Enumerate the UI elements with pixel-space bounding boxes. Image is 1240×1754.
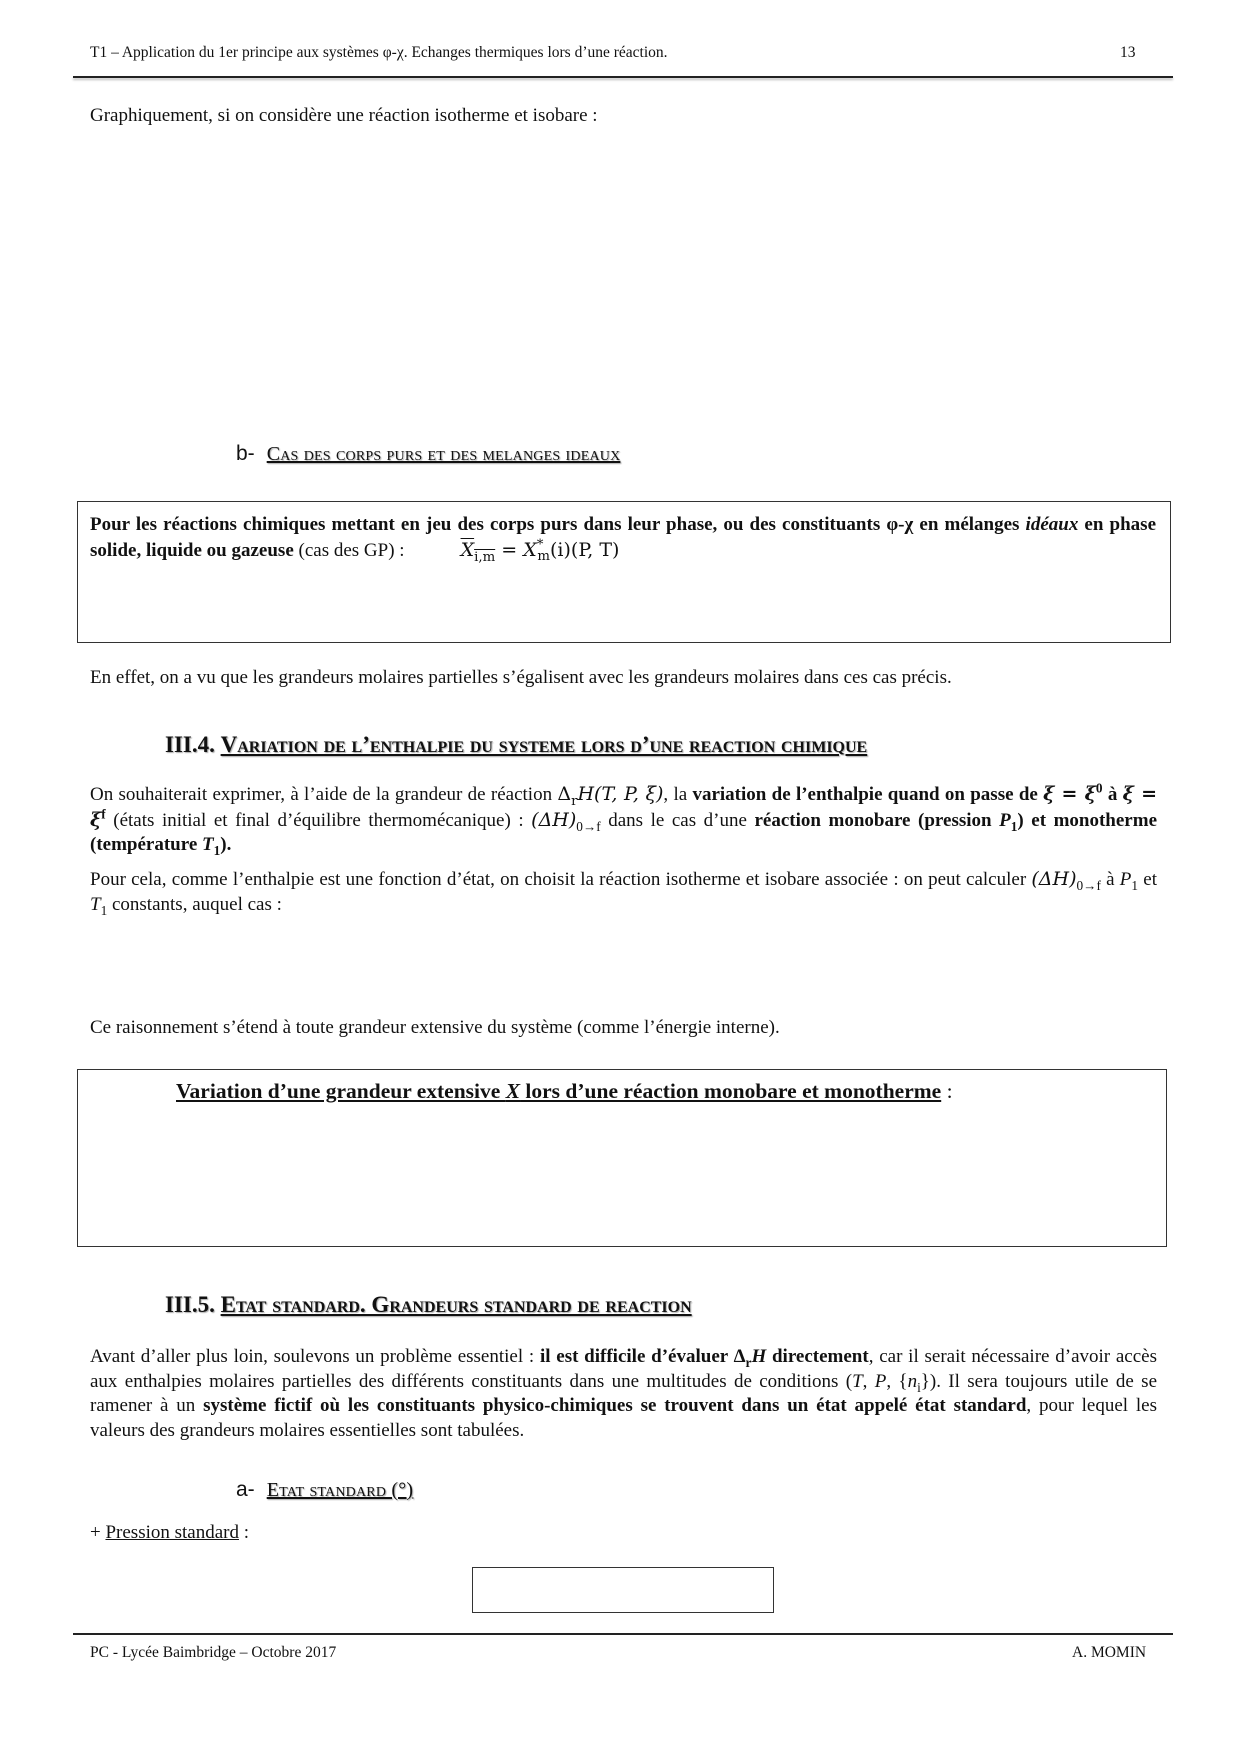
header-rule bbox=[73, 76, 1173, 78]
subsection-b-heading bbox=[236, 442, 620, 466]
formula-molar-equality: $X_{i,m} = X^*_m(i)(P$, T) bbox=[460, 537, 620, 565]
subsection-label: a- bbox=[236, 1478, 255, 1501]
page-header-title: T1 – Application du 1er principe aux systèmes φ-χ. Echanges thermiques lors d’une réaction. bbox=[90, 44, 668, 61]
subsection-a-heading bbox=[236, 1478, 413, 1502]
subsection-title: Etat standard (°) bbox=[266, 1479, 414, 1501]
definition-box-text bbox=[90, 513, 1156, 563]
section-III4-heading bbox=[165, 732, 867, 758]
section-III5-heading bbox=[165, 1292, 692, 1318]
section-III4-paragraph-3: Ce raisonnement s’étend à toute grandeur extensive du système (comme l’énergie interne). bbox=[90, 1017, 780, 1038]
pression-standard-line: + Pression standard : bbox=[90, 1522, 250, 1543]
subsection-label: b- bbox=[236, 442, 255, 465]
box1-normal: (cas des GP) : bbox=[293, 539, 405, 561]
section-number: III.5. bbox=[165, 1292, 215, 1317]
after-box1-paragraph: En effet, on a vu que les grandeurs molaires partielles s’égalisent avec les grandeurs molaires dans ces cas précis. bbox=[90, 667, 952, 688]
box1-bold-1: Pour les réactions chimiques mettant en jeu des corps purs dans leur phase, ou des constituants φ-χ en mélanges bbox=[90, 514, 1026, 535]
section-title: Etat standard. Grandeurs standard de reaction bbox=[220, 1292, 692, 1317]
section-III5-paragraph: Avant d’aller plus loin, soulevons un problème essentiel : il est difficile d’évaluer $\Delta_rH$ directement, car il serait nécessaire d’avoir accès aux enthalpies molaires partielles des différents constituants dans une multitudes de conditions (T, P, $\{n_i\}$). Il sera toujours utile de se ramener à un système fictif où les constituants physico-chimiques se trouvent dans un état appelé état standard, pour lequel les valeurs des grandeurs molaires essentielles sont tabulées. bbox=[90, 1346, 1158, 1441]
section-title: Variation de l’enthalpie du systeme lors d’une reaction chimique bbox=[220, 732, 868, 757]
intro-line: Graphiquement, si on considère une réaction isotherme et isobare : bbox=[90, 105, 598, 126]
subsection-title: Cas des corps purs et des melanges ideaux bbox=[266, 443, 621, 465]
footer-left: PC - Lycée Baimbridge – Octobre 2017 bbox=[90, 1644, 337, 1661]
section-III4-paragraph-2: Pour cela, comme l’enthalpie est une fonction d’état, on choisit la réaction isotherme et isobare associée : on peut calculer $(\Delta H)_{0\to f}$ à $P_1$ et $T_1$ constants, auquel cas : bbox=[90, 868, 1157, 918]
box2-title: Variation d’une grandeur extensive X lors d’une réaction monobare et monotherme : bbox=[176, 1079, 953, 1103]
section-III4-paragraph-1: On souhaiterait exprimer, à l’aide de la grandeur de réaction $\Delta_rH(T$, P, ξ), la variation de l’enthalpie quand on passe de $\xi = \xi^0$ à $\xi = \xi^f$ (états initial et final d’équilibre thermomécanique) : $(\Delta H)_{0\to f}$ dans le cas d’une réaction monobare (pression $P_1$) et monotherme (température $T_1$). bbox=[90, 780, 1158, 858]
section-number: III.4. bbox=[165, 732, 215, 757]
footer-rule bbox=[73, 1633, 1173, 1635]
page-number: 13 bbox=[1120, 44, 1136, 61]
box1-bold-2: en phase solide, liquide ou gazeuse bbox=[90, 514, 1156, 561]
pression-standard-answer-box bbox=[472, 1567, 774, 1613]
footer-author: A. MOMIN bbox=[1072, 1644, 1147, 1661]
box1-bold-italic: idéaux bbox=[1025, 514, 1079, 535]
